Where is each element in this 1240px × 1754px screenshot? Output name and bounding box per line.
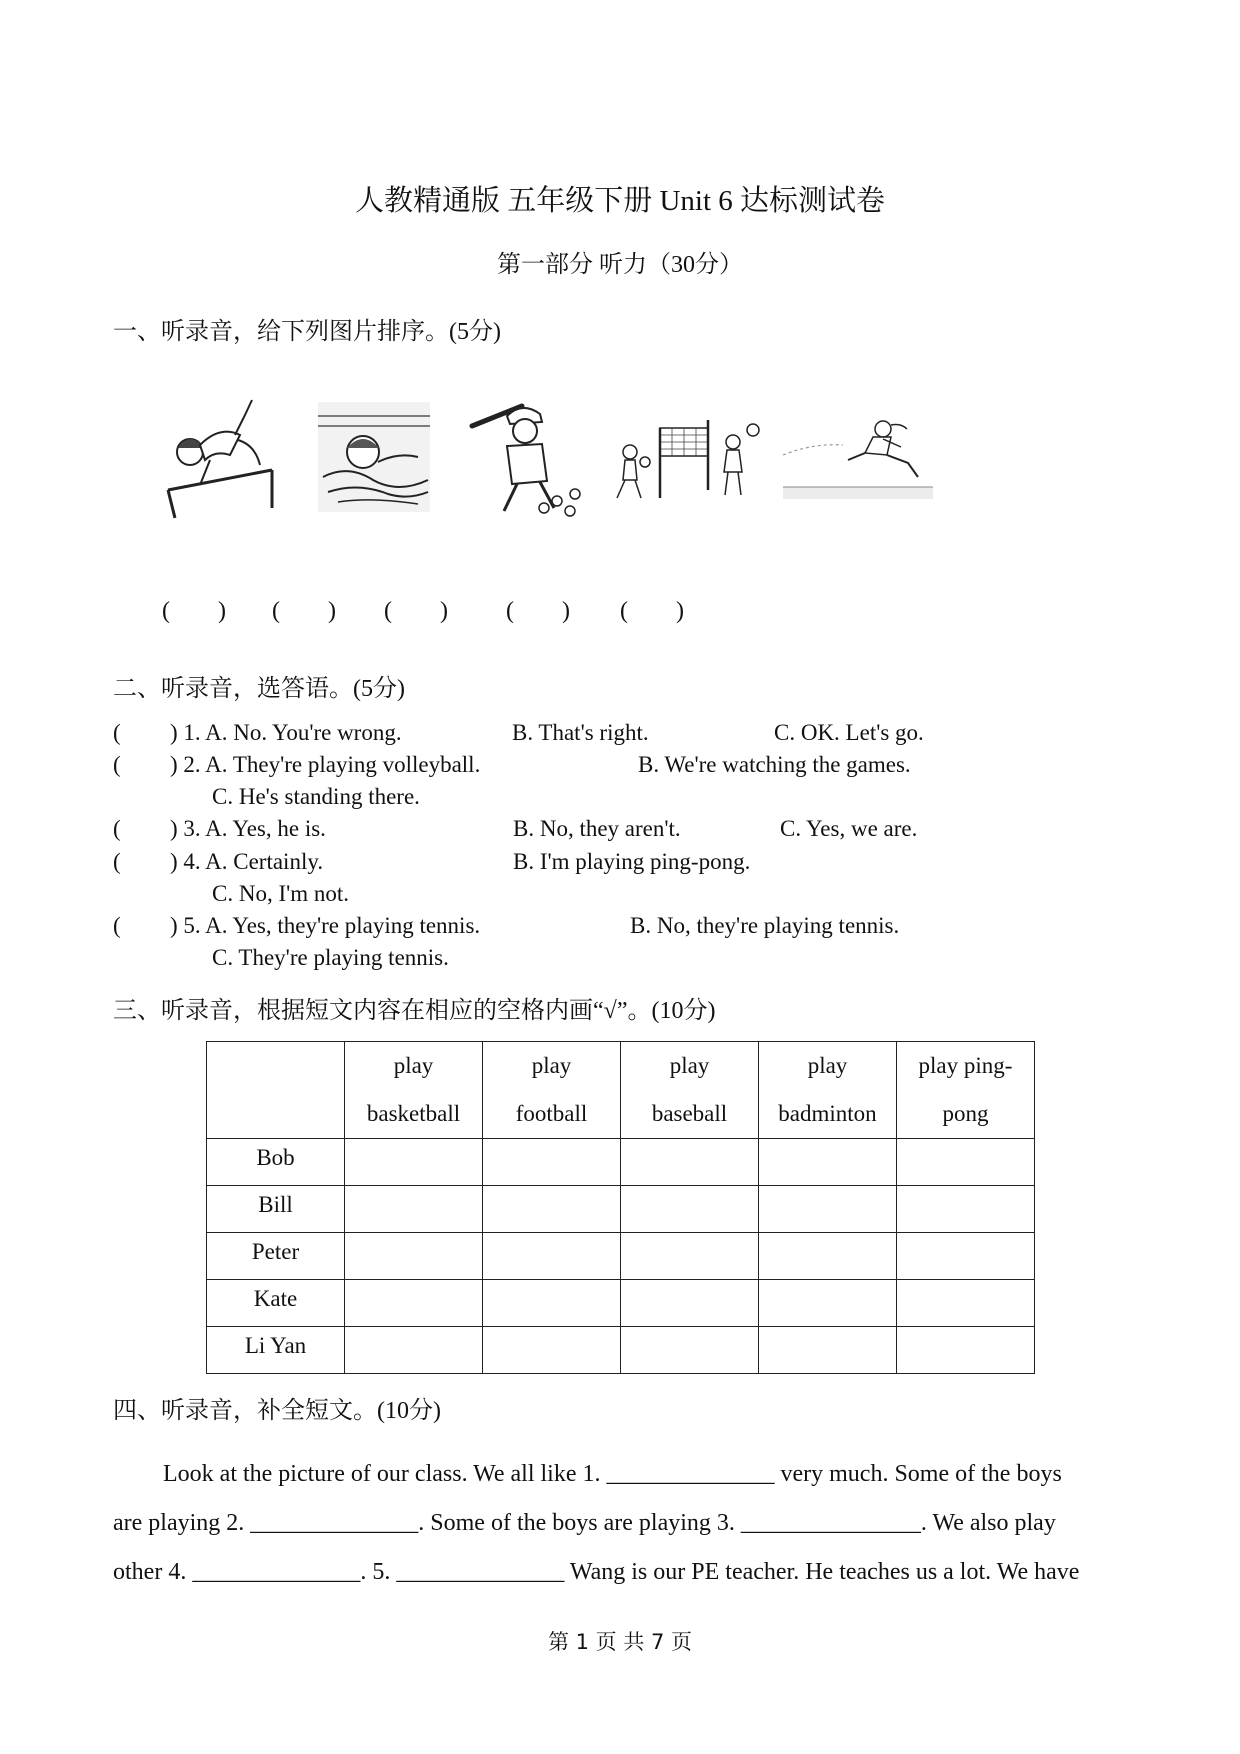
table-row [207, 1280, 1035, 1327]
section3-heading: 三、听录音，根据短文内容在相应的空格内画“√”。(10分) [113, 998, 716, 1024]
check-cell[interactable] [621, 1280, 759, 1327]
check-cell[interactable] [897, 1139, 1035, 1186]
section2-heading: 二、听录音，选答语。(5分) [113, 676, 405, 702]
answer-blank[interactable]: ( [113, 849, 121, 874]
part-heading: 第一部分 听力（30分） [497, 252, 743, 278]
question-1-option-c: C. OK. Let's go. [774, 720, 924, 745]
question-2-option-a: ) 2. A. They're playing volleyball. [170, 752, 481, 777]
column-header: play badminton [759, 1042, 897, 1139]
check-cell[interactable] [759, 1139, 897, 1186]
check-cell[interactable] [759, 1233, 897, 1280]
badminton-picture [605, 410, 765, 505]
check-cell[interactable] [345, 1139, 483, 1186]
check-cell[interactable] [345, 1327, 483, 1374]
check-cell[interactable] [621, 1233, 759, 1280]
passage-line-2: are playing 2. ______________. Some of the boys are playing 3. _______________. We also play [113, 1510, 1056, 1536]
question-4-option-a: ) 4. A. Certainly. [170, 849, 324, 874]
question-5-option-b: B. No, they're playing tennis. [630, 913, 900, 938]
checklist-table [206, 1041, 1035, 1374]
check-cell[interactable] [345, 1186, 483, 1233]
question-5-option-a: ) 5. A. Yes, they're playing tennis. [170, 913, 481, 938]
table-row [207, 1139, 1035, 1186]
check-cell[interactable] [759, 1280, 897, 1327]
column-header: play basketball [345, 1042, 483, 1139]
row-label: Bob [207, 1139, 345, 1186]
picture-order-blank[interactable]: ( ) [272, 598, 336, 624]
table-row [207, 1233, 1035, 1280]
question-2-option-b: B. We're watching the games. [638, 752, 911, 777]
baseball-picture [462, 396, 587, 521]
check-cell[interactable] [897, 1186, 1035, 1233]
question-2-option-c: C. He's standing there. [212, 784, 420, 809]
question-3-option-a: ) 3. A. Yes, he is. [170, 816, 326, 841]
check-cell[interactable] [483, 1186, 621, 1233]
check-cell[interactable] [483, 1280, 621, 1327]
high-jump-picture [160, 390, 280, 520]
check-cell[interactable] [759, 1186, 897, 1233]
passage-line-1: Look at the picture of our class. We all like 1. ______________ very much. Some of the boys [163, 1461, 1062, 1487]
question-4-option-b: B. I'm playing ping-pong. [513, 849, 751, 874]
check-cell[interactable] [621, 1186, 759, 1233]
page-footer: 第 1 页 共 7 页 [547, 1630, 693, 1654]
column-header: play football [483, 1042, 621, 1139]
check-cell[interactable] [759, 1327, 897, 1374]
passage-line-3: other 4. ______________. 5. ______________ Wang is our PE teacher. He teaches us a lot. We have [113, 1559, 1080, 1585]
row-label: Li Yan [207, 1327, 345, 1374]
long-jump-picture [783, 415, 933, 505]
answer-blank[interactable]: ( [113, 752, 121, 777]
swimming-picture [318, 402, 430, 512]
table-row [207, 1327, 1035, 1374]
check-cell[interactable] [621, 1327, 759, 1374]
table-corner-cell [207, 1042, 345, 1139]
check-cell[interactable] [897, 1327, 1035, 1374]
question-1-option-a: ) 1. A. No. You're wrong. [170, 720, 402, 745]
answer-blank[interactable]: ( [113, 720, 121, 745]
column-header: play ping- pong [897, 1042, 1035, 1139]
question-5-option-c: C. They're playing tennis. [212, 945, 449, 970]
check-cell[interactable] [483, 1327, 621, 1374]
section1-heading: 一、听录音，给下列图片排序。(5分) [113, 319, 501, 345]
picture-order-blank[interactable]: ( ) [506, 598, 570, 624]
table-row [207, 1186, 1035, 1233]
answer-blank[interactable]: ( [113, 913, 121, 938]
column-header: play baseball [621, 1042, 759, 1139]
section4-heading: 四、听录音，补全短文。(10分) [113, 1398, 441, 1424]
check-cell[interactable] [897, 1280, 1035, 1327]
row-label: Bill [207, 1186, 345, 1233]
check-cell[interactable] [483, 1139, 621, 1186]
question-1-option-b: B. That's right. [512, 720, 649, 745]
picture-order-blank[interactable]: ( ) [162, 598, 226, 624]
check-cell[interactable] [483, 1233, 621, 1280]
row-label: Peter [207, 1233, 345, 1280]
check-cell[interactable] [621, 1139, 759, 1186]
picture-order-blank[interactable]: ( ) [620, 598, 684, 624]
table-header-row [207, 1042, 1035, 1139]
check-cell[interactable] [897, 1233, 1035, 1280]
check-cell[interactable] [345, 1280, 483, 1327]
page-title: 人教精通版 五年级下册 Unit 6 达标测试卷 [354, 185, 886, 217]
question-3-option-c: C. Yes, we are. [780, 816, 918, 841]
row-label: Kate [207, 1280, 345, 1327]
answer-blank[interactable]: ( [113, 816, 121, 841]
question-4-option-c: C. No, I'm not. [212, 881, 350, 906]
picture-order-blank[interactable]: ( ) [384, 598, 448, 624]
question-3-option-b: B. No, they aren't. [513, 816, 681, 841]
check-cell[interactable] [345, 1233, 483, 1280]
